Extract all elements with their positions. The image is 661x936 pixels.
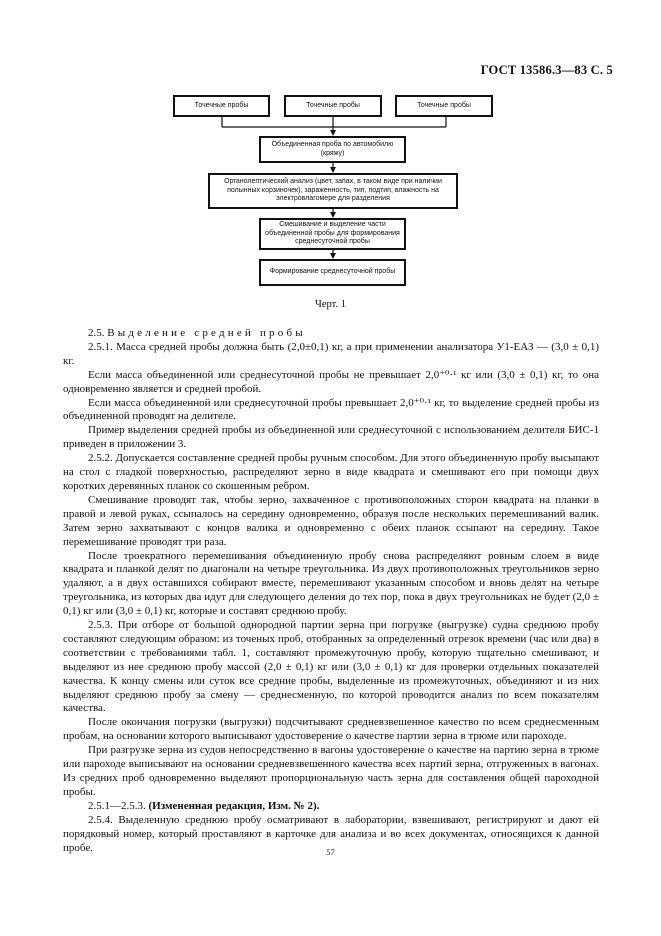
forming-box: Формирование среднесуточной пробы	[259, 259, 406, 286]
paragraph: При разгрузке зерна из судов непосредственно в вагоны удостоверение о качестве на партию зерна в трюме или пароходе выписывают на основании средневзвешенного качества всех партий зерна, отгруженных в вагонах. Из средних проб одновременно выделяют пропорциональную часть зерна для составления общей пароходной пробы.	[63, 744, 599, 798]
organoleptic-box: Органолептический анализ (цвет, запах, в таком виде при наличии полынных корзиночек), зараженность, тип, подтип, влажность на электровлагомере для разделения	[208, 173, 458, 209]
figure-caption: Черт. 1	[315, 299, 346, 310]
paragraph: Пример выделения средней пробы из объединенной или среднесуточной с использованием делителя БИС-1 приведен в приложении 3.	[63, 424, 599, 451]
paragraph: После окончания погрузки (выгрузки) подсчитывают средневзвешенное качество по всем среднесменным пробам, на основании которого выписывают удостоверение о качестве партии зерна в трюме или пароходе.	[63, 716, 599, 743]
point-sample-label: Точечные пробы	[194, 101, 249, 109]
paragraph: Если масса объединенной или среднесуточной пробы не превышает 2,0⁺⁰·¹ кг или (3,0 ± 0,1) кг, то она одновременно является и средней пробой.	[63, 368, 599, 395]
paragraph: 2.5.2. Допускается составление средней пробы ручным способом. Для этого объединенную пробу высыпают на стол с гладкой поверхностью, распределяют зерно в виде квадрата и смешивают его при помощи двух коротких деревянных планок со скошенным ребром.	[63, 452, 599, 492]
paragraph: 2.5.3. При отборе от большой однородной партии зерна при погрузке (выгрузке) судна среднюю пробу составляют следующим образом: из точеных проб, отобранных за определенный отрезок времени (час или два) в соответствии с требованиями табл. 1, составляют промежуточную пробу, которую тщательно смешивают, и выделяют из нее среднюю пробу массой (2,0 ± 0,1) кг или (3,0 ± 0,1) кг для проверки отдельных показателей качества. К концу смены или суток все средние пробы, выделенные из промежуточных, объединяют и из них выделяют среднюю пробу за смену — среднесменную, по которой проводится анализ по всем показателям качества.	[63, 619, 599, 715]
point-sample-box-2	[284, 95, 382, 117]
point-sample-label: Точечные пробы	[417, 101, 471, 109]
amendment-note: 2.5.1—2.5.3. (Измененная редакция, Изм. № 2).	[88, 799, 320, 812]
section-heading: 2.5. Выделение средней пробы	[88, 327, 306, 339]
page-header: ГОСТ 13586.3—83 С. 5	[480, 63, 613, 77]
paragraph: После троекратного перемешивания объединенную пробу снова распределяют ровным слоем в виде квадрата и планкой делят по диагонали на четыре треугольника. Из двух противоположных треугольников зерно удаляют, а в двух оставшихся собирают вместе, перемешивают указанным способом и вновь делят на четыре треугольника, из которых два идут для следующего деления до тех пор, пока в двух треугольниках не будет (2,0 ± 0,1) кг или (3,0 ± 0,1) кг, которые и составят среднюю пробу.	[63, 549, 599, 618]
paragraph: 2.5.4. Выделенную среднюю пробу осматривают в лаборатории, взвешивают, регистрируют и дают ей порядковый номер, который проставляют в карточке для анализа и во всех документах, относящихся к данной пробе.	[63, 813, 599, 854]
combined-sample-box: Объединенная проба по автомобилю (кряжу)	[259, 136, 406, 163]
point-sample-box-3	[395, 95, 493, 117]
paragraph: Если масса объединенной или среднесуточной пробы превышает 2,0⁺⁰·¹ кг, то выделение средней пробы из объединенной проводят на делителе.	[63, 396, 599, 423]
point-sample-box-1	[173, 95, 270, 117]
paragraph: 2.5.1. Масса средней пробы должна быть (2,0±0,1) кг, а при применении анализатора У1-ЕАЗ — (3,0 ± 0,1) кг.	[63, 340, 599, 367]
paragraph: Смешивание проводят так, чтобы зерно, захваченное с противоположных сторон квадрата на планки в правой и левой руках, ссыпалось на середину одновременно, образуя после нескольких перемешиваний валик. Затем зерно захватывают с концов валика и одновременно с обеих планок ссыпают на середину. Такое перемешивание проводят три раза.	[63, 493, 599, 548]
point-sample-label: Точечные пробы	[306, 101, 360, 109]
mixing-box: Смешивание и выделение части объединенной пробы для формирования среднесуточной пробы	[259, 218, 406, 250]
page-number: 57	[326, 847, 335, 857]
document-body	[63, 327, 599, 855]
